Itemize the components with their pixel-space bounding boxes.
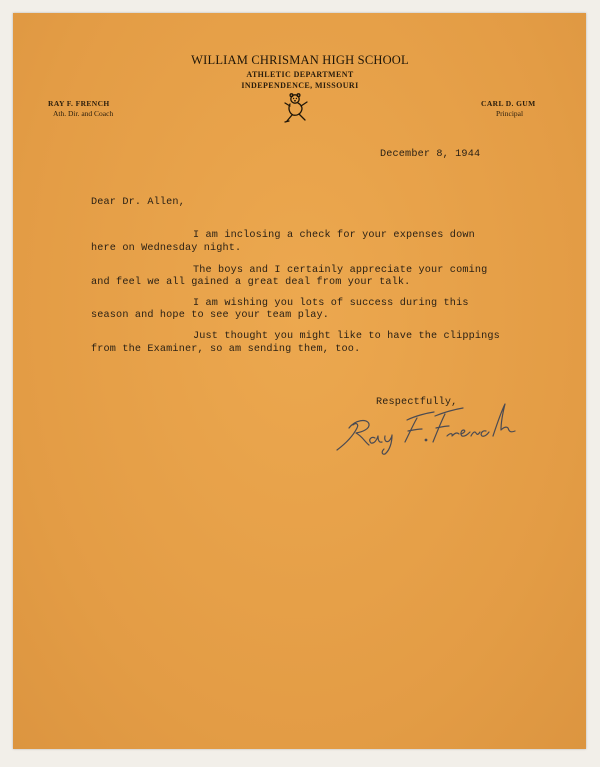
letterhead-school-name: WILLIAM CHRISMAN HIGH SCHOOL <box>191 53 409 67</box>
paragraph-4-line-2: from the Examiner, so am sending them, too. <box>91 344 361 355</box>
paragraph-4-line-1: Just thought you might like to have the clippings <box>193 331 500 342</box>
letterhead-city: INDEPENDENCE, MISSOURI <box>241 81 359 90</box>
paragraph-1-line-1: I am inclosing a check for your expenses down <box>193 230 475 241</box>
paragraph-3-line-1: I am wishing you lots of success during this <box>193 298 469 309</box>
paragraph-1-line-2: here on Wednesday night. <box>91 243 242 254</box>
letterhead-athletic-director-name: RAY F. FRENCH <box>48 99 110 108</box>
letterhead-athletic-director-title: Ath. Dir. and Coach <box>53 109 114 118</box>
handwritten-signature <box>335 398 520 456</box>
letter-date: December 8, 1944 <box>380 149 481 160</box>
letterhead-principal-title: Principal <box>496 109 524 118</box>
letter-salutation: Dear Dr. Allen, <box>91 197 185 208</box>
bear-mascot-icon <box>281 92 311 126</box>
letter-closing: Respectfully, <box>376 397 458 408</box>
letterhead-department: ATHLETIC DEPARTMENT <box>246 70 354 79</box>
paragraph-2-line-2: and feel we all gained a great deal from your talk. <box>91 277 411 288</box>
paragraph-2-line-1: The boys and I certainly appreciate your coming <box>193 265 488 276</box>
letterhead-principal-name: CARL D. GUM <box>481 99 536 108</box>
paragraph-3-line-2: season and hope to see your team play. <box>91 310 330 321</box>
